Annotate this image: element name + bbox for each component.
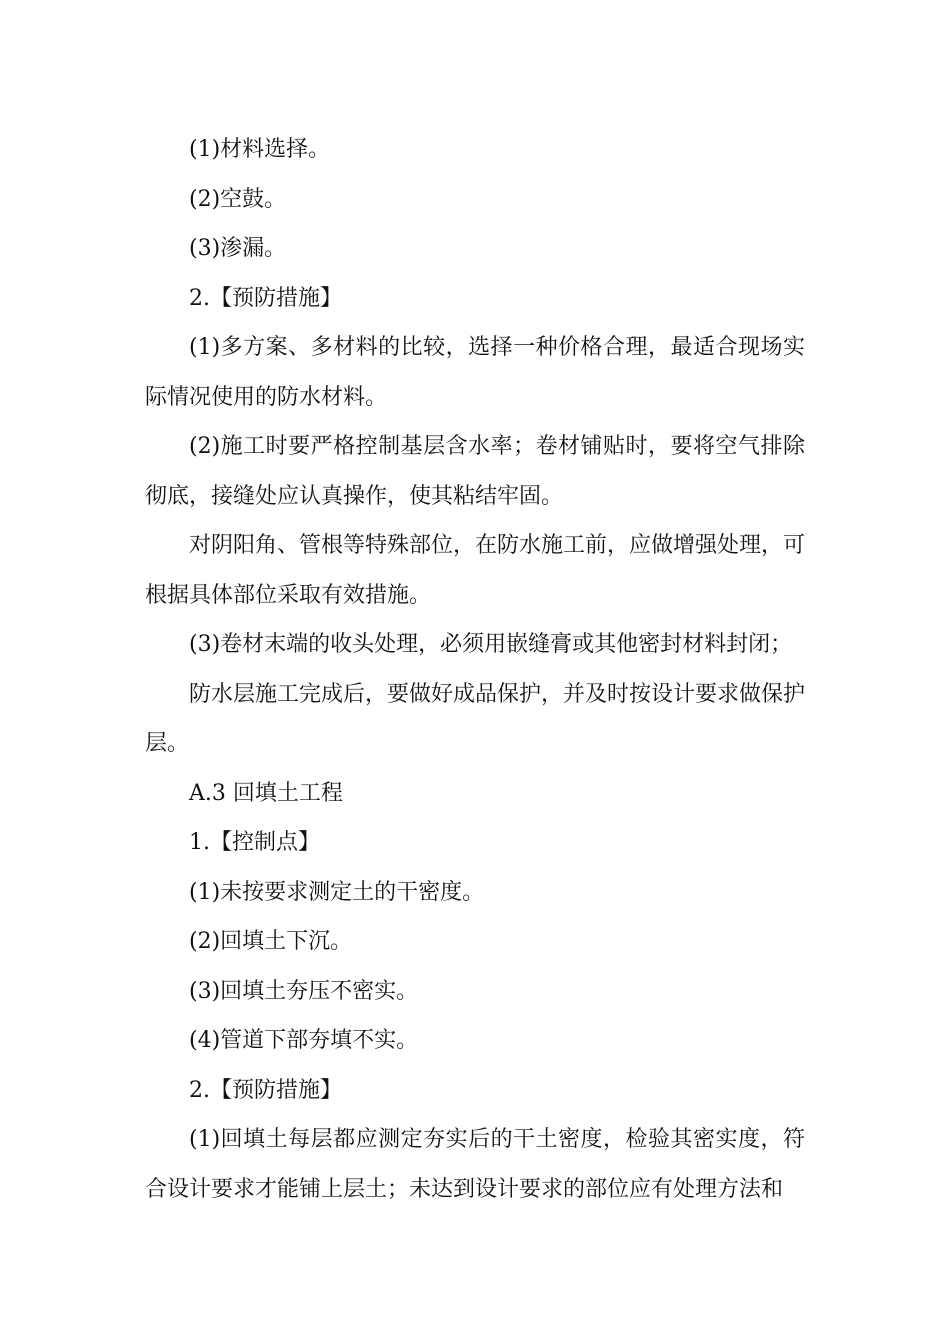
paragraph-end-sealing: (3)卷材末端的收头处理，必须用嵌缝膏或其他密封材料封闭；: [189, 632, 793, 657]
paragraph-backfill-settlement: (2)回填土下沉。: [189, 929, 353, 954]
paragraph-material-comparison: (1)多方案、多材料的比较，选择一种价格合理，最适合现场实际情况使用的防水材料。: [145, 335, 805, 410]
section-heading-prevention-measures-2: 2.【预防措施】: [189, 1077, 342, 1103]
document-body: [145, 125, 805, 1214]
paragraph-layer-density-testing: (1)回填土每层都应测定夯实后的干土密度，检验其密实度，符合设计要求才能铺上层土；未达到设计要求的部位应有处理方法和: [145, 1127, 805, 1202]
paragraph-hollowing: (2)空鼓。: [189, 186, 287, 212]
paragraph-dry-density: (1)未按要求测定土的干密度。: [189, 879, 485, 905]
paragraph-protection-layer: 防水层施工完成后，要做好成品保护，并及时按设计要求做保护层。: [145, 681, 806, 756]
paragraph-compaction: (3)回填土夯压不密实。: [189, 978, 419, 1004]
section-heading-backfill: A.3 回填土工程: [189, 780, 343, 806]
section-heading-control-points: 1.【控制点】: [189, 830, 320, 855]
paragraph-material-selection: (1)材料选择。: [189, 137, 331, 162]
paragraph-moisture-control: (2)施工时要严格控制基层含水率；卷材铺贴时，要将空气排除彻底，接缝处应认真操作，使其粘结牢固。: [145, 434, 805, 509]
section-heading-prevention-measures: 2.【预防措施】: [189, 285, 342, 311]
paragraph-pipe-compaction: (4)管道下部夯填不实。: [189, 1028, 419, 1053]
paragraph-corner-reinforcement: 对阴阳角、管根等特殊部位，在防水施工前，应做增强处理，可根据具体部位采取有效措施。: [145, 533, 806, 608]
paragraph-leakage: (3)渗漏。: [189, 236, 287, 261]
